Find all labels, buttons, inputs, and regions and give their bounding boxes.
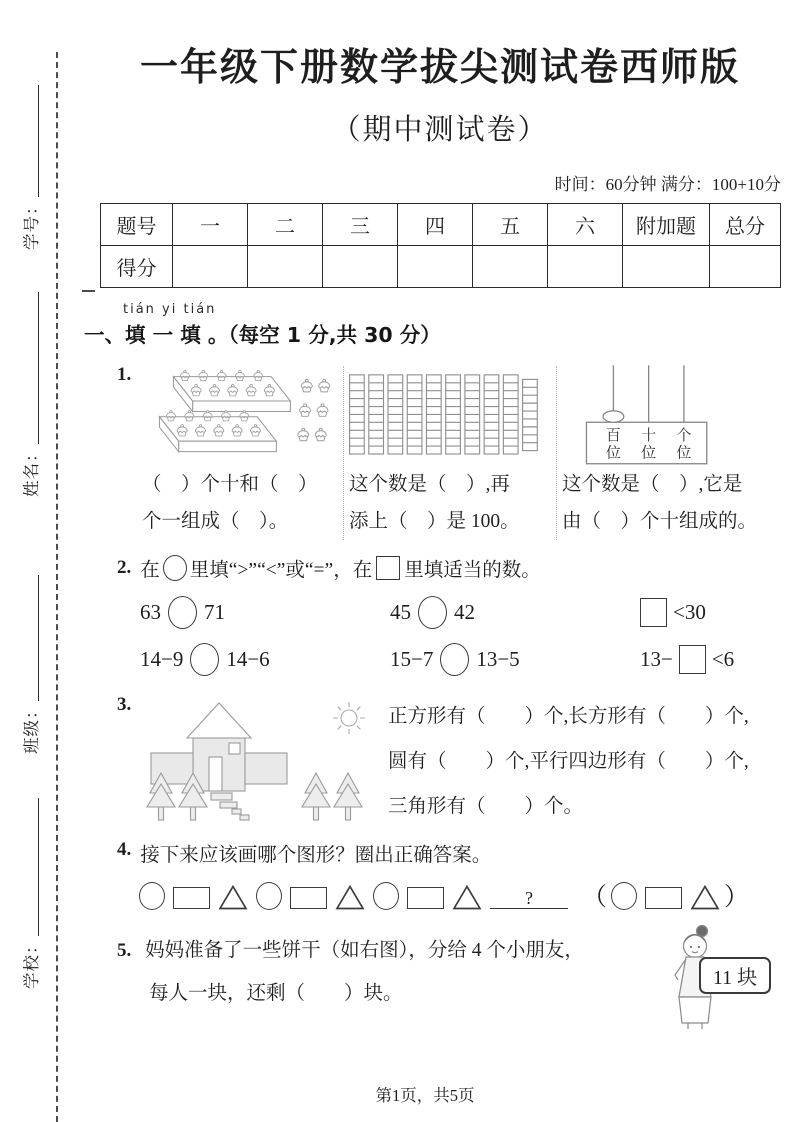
student-name-blank xyxy=(34,293,39,445)
right-operand: 71 xyxy=(204,600,225,624)
question-2-prompt-part3: 里填适当的数。 xyxy=(404,560,541,581)
answer-options-shapes xyxy=(611,882,720,911)
question-1-number: 1. xyxy=(117,364,132,385)
student-info-sidebar xyxy=(0,0,95,1122)
page-title: 一年级下册数学拔尖测试卷西师版 xyxy=(139,47,740,89)
question-2-prompt-part1: 在 xyxy=(140,560,160,581)
number-square-blank xyxy=(640,598,667,627)
square-placeholder-icon xyxy=(376,556,400,580)
section-one-pinyin: tián yi tián xyxy=(123,302,217,317)
left-operand: 14−9 xyxy=(140,647,184,671)
rect-shape xyxy=(173,887,210,909)
score-cell xyxy=(248,246,323,288)
triangle-shape xyxy=(690,884,720,911)
answer-blank-line xyxy=(490,889,568,909)
right-operand: <30 xyxy=(673,600,706,624)
question-1b-text-line1: 这个数是（ ）,再 xyxy=(349,474,510,495)
rect-shape xyxy=(645,887,682,909)
school-label: 学校： xyxy=(22,936,41,989)
score-table xyxy=(100,203,781,288)
question-5-number: 5. xyxy=(117,940,132,961)
question-3-line3: 三角形有（ ）个。 xyxy=(388,796,584,817)
class-field xyxy=(18,566,42,754)
question-4-number: 4. xyxy=(117,839,132,860)
header-cell-question-no: 题号 xyxy=(101,204,173,246)
left-operand: 63 xyxy=(140,600,161,624)
question-2-prompt-part2: 里填“>”“<”或“=”，在 xyxy=(189,560,373,581)
question-1a-text-line1: （ ）个十和（ ） xyxy=(142,474,318,495)
section-one-header xyxy=(84,302,785,348)
compare-circle-blank xyxy=(190,643,219,676)
score-cell xyxy=(548,246,623,288)
question-mark: ? xyxy=(525,888,533,908)
panel-divider xyxy=(556,366,557,540)
question-4-pattern-row xyxy=(139,882,785,911)
score-cell xyxy=(623,246,710,288)
score-cell xyxy=(710,246,781,288)
abacus-tens-label-top: 十 xyxy=(641,427,657,444)
school-blank xyxy=(34,799,39,937)
house-scene-image xyxy=(143,696,378,822)
question-3-line2: 圆有（ ）个,平行四边形有（ ）个, xyxy=(388,751,749,772)
header-cell-4: 四 xyxy=(398,204,473,246)
question-5-line2: 每人一块，还剩（ ）块。 xyxy=(149,983,403,1004)
comparison-item xyxy=(640,645,734,674)
triangle-shape xyxy=(335,884,365,911)
compare-circle-blank xyxy=(168,596,197,629)
score-cell xyxy=(473,246,548,288)
question-4-prompt-text: 接下来应该画哪个图形？圈出正确答案。 xyxy=(140,845,492,866)
comparison-item xyxy=(390,596,640,629)
question-1-panel-blocks xyxy=(349,364,551,540)
abacus-hundreds-label-top: 百 xyxy=(605,427,621,444)
abacus-ones-label-top: 个 xyxy=(676,427,692,444)
score-table-score-row xyxy=(101,246,781,288)
question-1 xyxy=(95,364,785,540)
question-1-panel-cupcakes xyxy=(142,364,338,540)
circle-placeholder-icon xyxy=(163,555,187,581)
question-1-panel-abacus xyxy=(562,364,777,540)
student-number-label: 学号： xyxy=(22,197,41,250)
exam-content xyxy=(84,0,785,1049)
question-1b-text-line2: 添上（ ）是 100。 xyxy=(349,511,520,532)
circle-shape xyxy=(373,882,399,910)
comparison-item xyxy=(140,643,390,676)
circle-shape xyxy=(611,882,637,910)
class-blank xyxy=(34,576,39,702)
fold-mark xyxy=(82,290,95,292)
question-1c-text-line2: 由（ ）个十组成的。 xyxy=(562,511,758,532)
circle-shape xyxy=(139,882,165,910)
score-row-label: 得分 xyxy=(101,246,173,288)
header-cell-5: 五 xyxy=(473,204,548,246)
shape-pattern-sequence xyxy=(139,882,482,911)
abacus-tens-label-bottom: 位 xyxy=(641,445,657,462)
cookie-count-label: 11 块 xyxy=(699,957,771,994)
header-cell-1: 一 xyxy=(173,204,248,246)
question-1c-text-line1: 这个数是（ ）,它是 xyxy=(562,474,743,495)
exam-meta: 时间：60分钟 满分：100+10分 xyxy=(554,175,781,194)
compare-circle-blank xyxy=(440,643,469,676)
comparison-item xyxy=(390,643,640,676)
score-cell xyxy=(323,246,398,288)
options-open-paren: （ xyxy=(582,884,608,911)
school-field xyxy=(18,787,42,989)
right-operand: 42 xyxy=(454,600,475,624)
right-operand: 13−5 xyxy=(476,647,520,671)
page-number: 第1页，共5页 xyxy=(375,1086,475,1105)
header-cell-total: 总分 xyxy=(710,204,781,246)
question-2-number: 2. xyxy=(117,557,132,578)
rect-shape xyxy=(290,887,327,909)
options-close-paren: ） xyxy=(724,884,750,911)
question-3 xyxy=(95,694,785,829)
student-name-field xyxy=(18,283,42,497)
base-ten-blocks-image xyxy=(349,374,539,456)
header-cell-6: 六 xyxy=(548,204,623,246)
panel-divider xyxy=(343,366,344,540)
cupcake-trays-image xyxy=(142,366,334,464)
question-5 xyxy=(95,929,785,1049)
question-2 xyxy=(95,554,785,676)
number-square-blank xyxy=(679,645,706,674)
right-operand: <6 xyxy=(711,647,735,671)
student-number-field xyxy=(18,80,42,250)
score-table-header-row xyxy=(101,204,781,246)
question-5-line1: 妈妈准备了一些饼干（如右图），分给 4 个小朋友， xyxy=(145,940,584,961)
left-operand: 13− xyxy=(640,647,673,671)
class-label: 班级： xyxy=(22,701,41,754)
question-2-prompt xyxy=(117,554,785,582)
header-cell-3: 三 xyxy=(323,204,398,246)
student-number-blank xyxy=(34,86,39,198)
section-one-title: 一、填 一 填 。（每空 1 分,共 30 分） xyxy=(84,323,441,347)
page-subtitle: （期中测试卷） xyxy=(331,114,549,146)
question-2-row-2 xyxy=(140,643,785,676)
rect-shape xyxy=(407,887,444,909)
header-cell-extra: 附加题 xyxy=(623,204,710,246)
question-4 xyxy=(95,839,785,911)
score-cell xyxy=(173,246,248,288)
score-cell xyxy=(398,246,473,288)
abacus-ones-label-bottom: 位 xyxy=(676,445,692,462)
left-operand: 45 xyxy=(390,600,411,624)
question-3-line1: 正方形有（ ）个,长方形有（ ）个, xyxy=(388,706,749,727)
question-3-text xyxy=(388,694,749,829)
right-operand: 14−6 xyxy=(226,647,270,671)
left-operand: 15−7 xyxy=(390,647,434,671)
place-value-abacus-image xyxy=(574,363,714,467)
seal-dashed-line xyxy=(56,52,58,1122)
question-1a-text-line2: 个一组成（ ）。 xyxy=(142,511,289,532)
question-3-number: 3. xyxy=(117,694,132,715)
header-cell-2: 二 xyxy=(248,204,323,246)
question-4-prompt xyxy=(117,839,785,867)
triangle-shape xyxy=(452,884,482,911)
question-2-row-1 xyxy=(140,596,785,629)
compare-circle-blank xyxy=(418,596,447,629)
comparison-item xyxy=(640,598,706,627)
triangle-shape xyxy=(218,884,248,911)
circle-shape xyxy=(256,882,282,910)
abacus-hundreds-label-bottom: 位 xyxy=(605,445,621,462)
comparison-item xyxy=(140,596,390,629)
student-name-label: 姓名： xyxy=(22,444,41,497)
